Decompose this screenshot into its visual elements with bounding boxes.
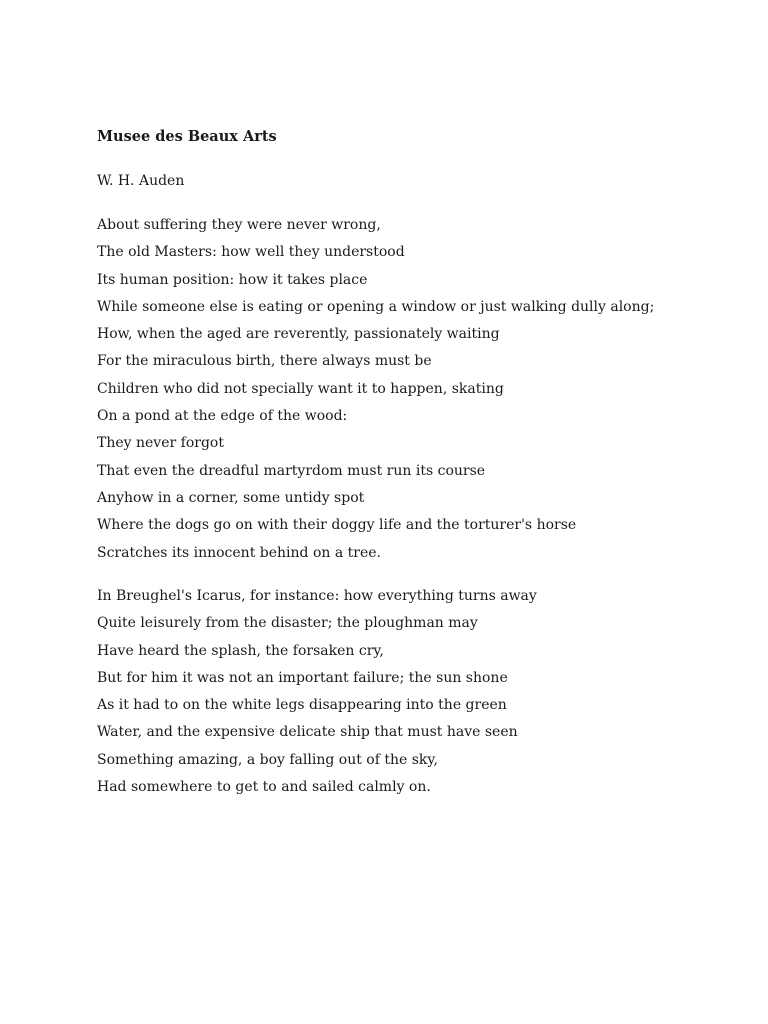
poem-line: On a pond at the edge of the wood: bbox=[97, 408, 348, 425]
poem-line: About suffering they were never wrong, bbox=[97, 217, 381, 233]
poem-line: Scratches its innocent behind on a tree. bbox=[97, 544, 381, 561]
poem-line: Where the dogs go on with their doggy life and the torturer's horse bbox=[97, 517, 577, 534]
stanza-1 bbox=[97, 212, 654, 567]
poem-line: Something amazing, a boy falling out of the sky, bbox=[97, 751, 438, 768]
poem-title: Musee des Beaux Arts bbox=[97, 128, 277, 145]
poem-author: W. H. Auden bbox=[97, 173, 185, 189]
poem-line: Quite leisurely from the disaster; the ploughman may bbox=[97, 615, 478, 632]
poem-line: In Breughel's Icarus, for instance: how everything turns away bbox=[97, 588, 537, 604]
poem-line: Children who did not specially want it to happen, skating bbox=[97, 380, 504, 397]
poem-line: Have heard the splash, the forsaken cry, bbox=[97, 642, 384, 659]
poem-line: That even the dreadful martyrdom must run its course bbox=[97, 462, 486, 479]
poem-line: How, when the aged are reverently, passionately waiting bbox=[97, 326, 500, 343]
poem-line: While someone else is eating or opening a window or just walking dully along; bbox=[97, 298, 655, 315]
poem-line: Anyhow in a corner, some untidy spot bbox=[97, 489, 365, 506]
poem-line: As it had to on the white legs disappearing into the green bbox=[97, 697, 507, 714]
stanza-2 bbox=[97, 583, 537, 801]
poem-line: But for him it was not an important failure; the sun shone bbox=[97, 669, 508, 686]
poem-line: They never forgot bbox=[97, 435, 224, 452]
poem-line: For the miraculous birth, there always must be bbox=[97, 353, 432, 370]
poem-line: Water, and the expensive delicate ship that must have seen bbox=[97, 724, 518, 741]
poem-line: The old Masters: how well they understood bbox=[97, 244, 405, 261]
poem-line: Had somewhere to get to and sailed calmly on. bbox=[97, 779, 431, 796]
poem-line: Its human position: how it takes place bbox=[97, 271, 368, 288]
